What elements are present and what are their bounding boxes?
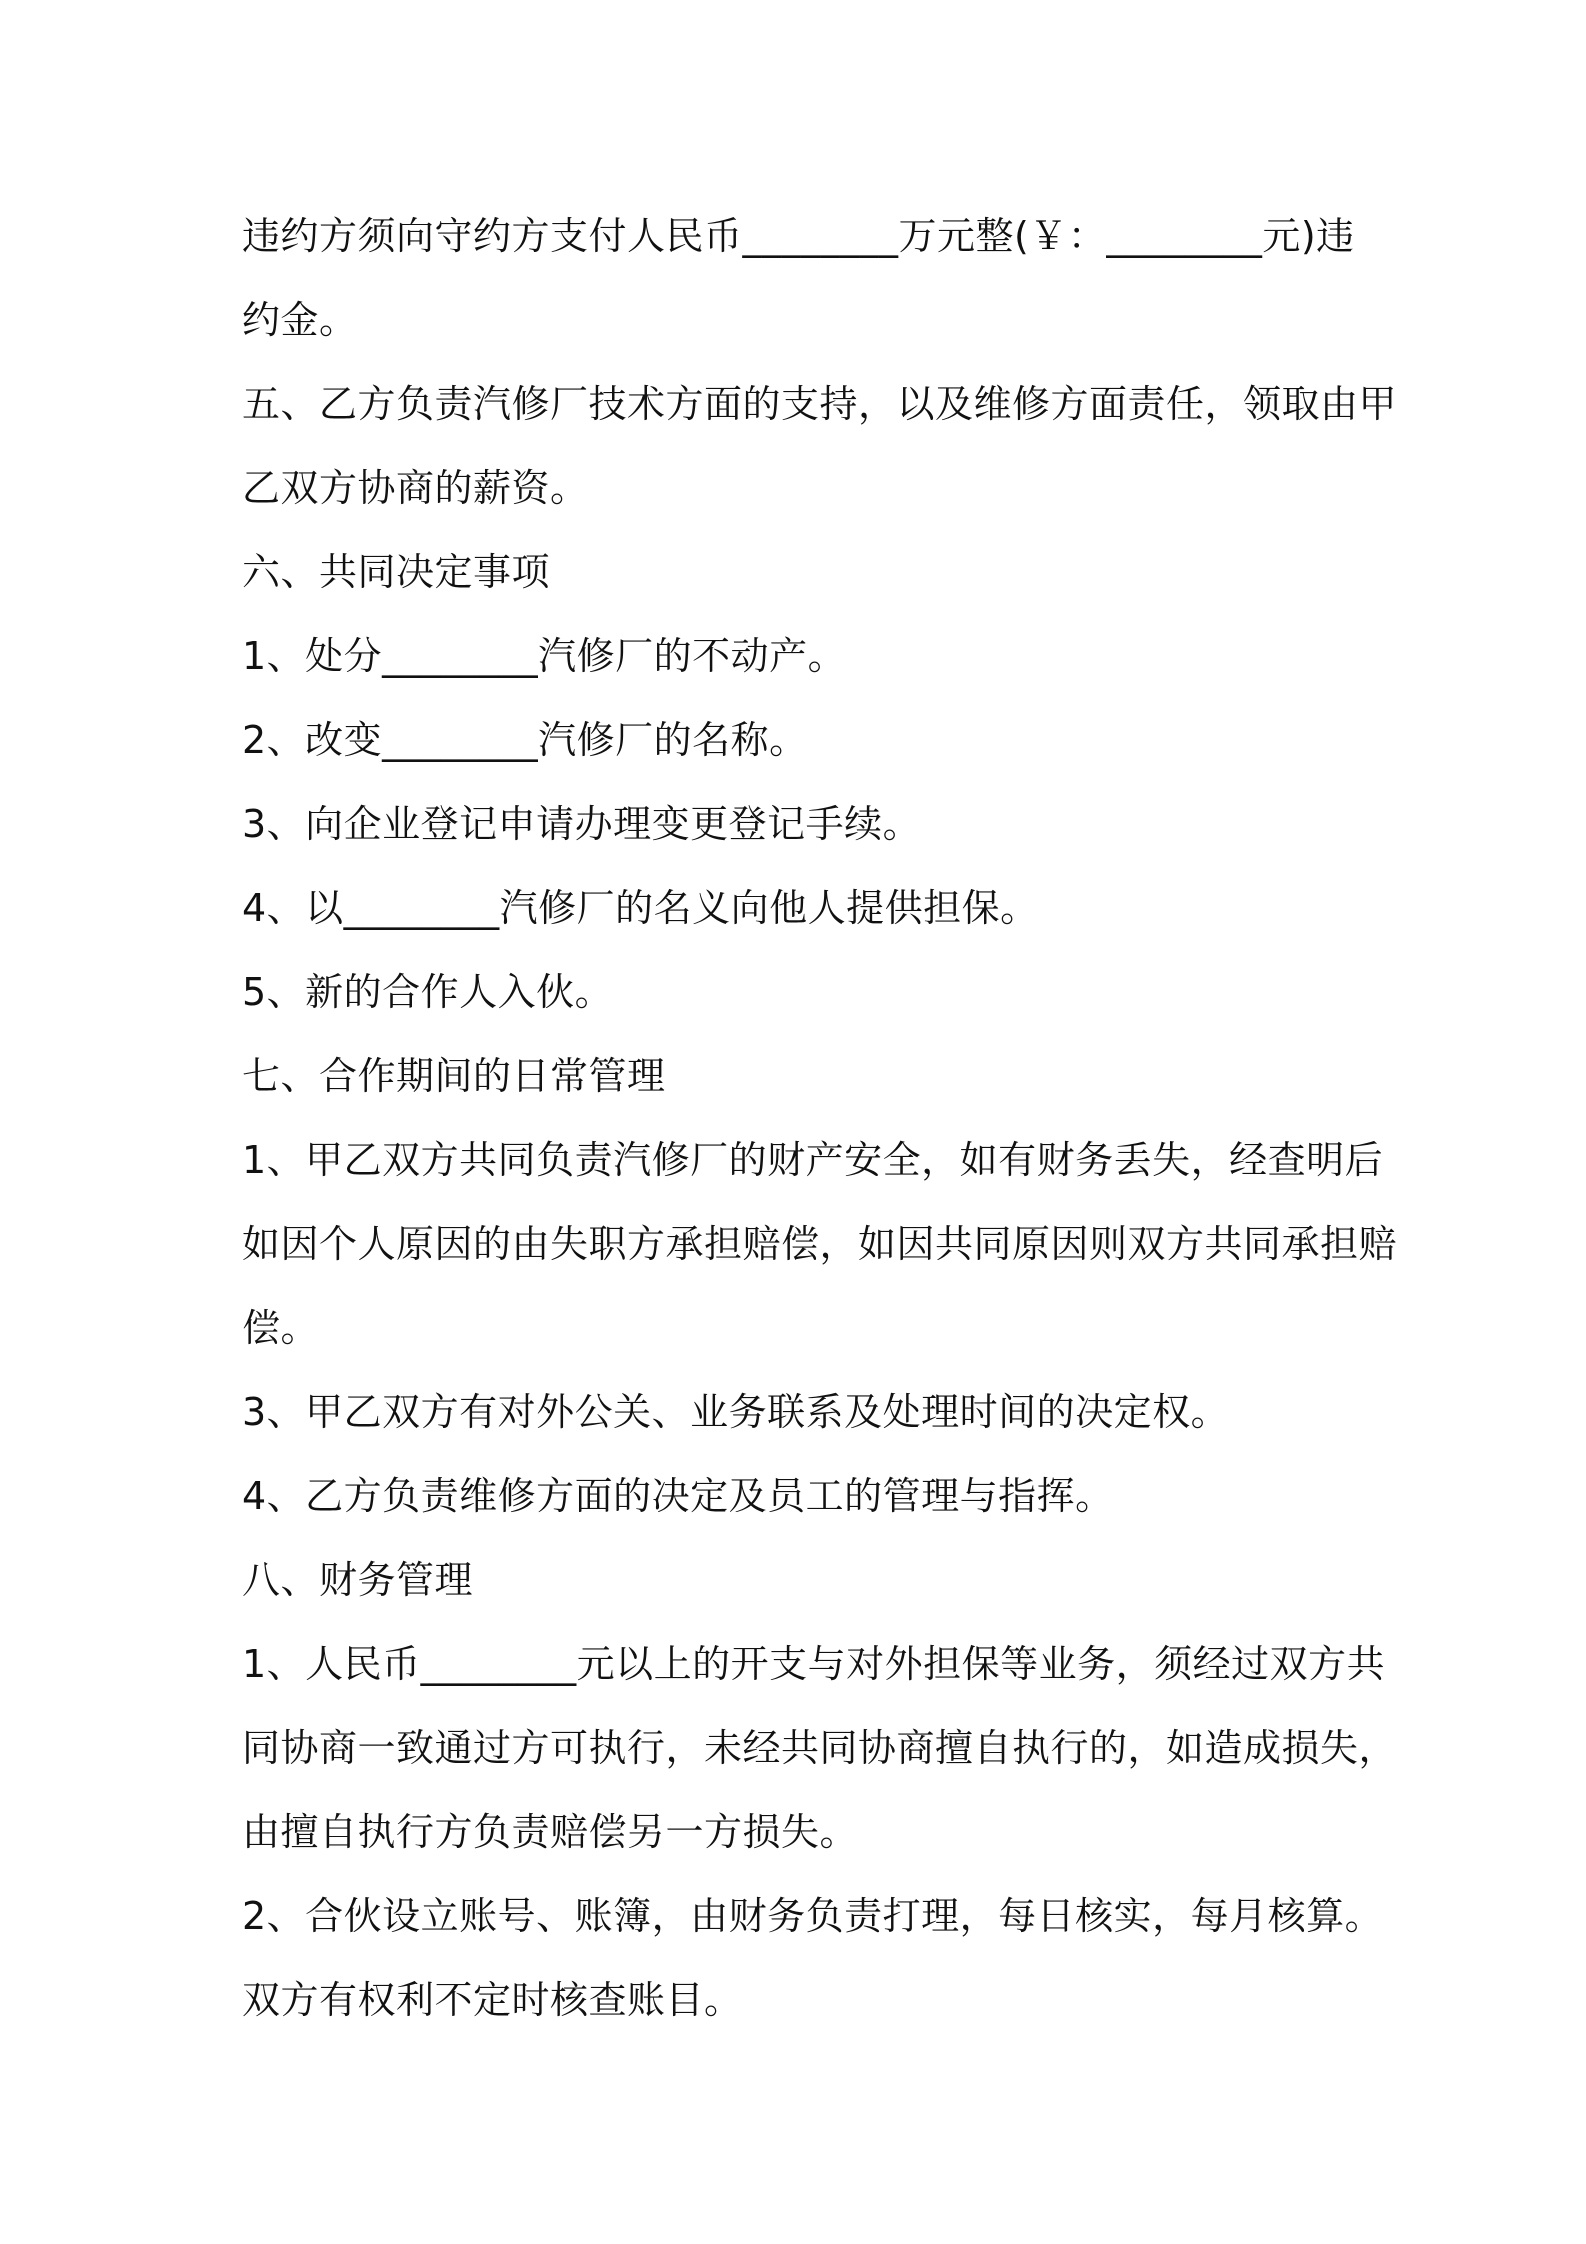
list-item-7-3: 3、甲乙双方有对外公关、业务联系及处理时间的决定权。 xyxy=(242,1390,1230,1434)
list-item-6-5: 5、新的合作人入伙。 xyxy=(242,970,614,1014)
list-item-7-1-line-3: 偿。 xyxy=(242,1306,320,1350)
section-heading-7: 七、合作期间的日常管理 xyxy=(242,1054,666,1098)
text-line-4: 乙双方协商的薪资。 xyxy=(242,466,589,510)
list-item-6-2: 2、改变________汽修厂的名称。 xyxy=(242,718,808,762)
list-item-8-1-line-3: 由擅自执行方负责赔偿另一方损失。 xyxy=(242,1810,859,1854)
list-item-6-3: 3、向企业登记申请办理变更登记手续。 xyxy=(242,802,922,846)
list-item-6-1: 1、处分________汽修厂的不动产。 xyxy=(242,634,847,678)
list-item-7-1-line-1: 1、甲乙双方共同负责汽修厂的财产安全，如有财务丢失，经查明后 xyxy=(242,1138,1384,1182)
list-item-8-2-line-1: 2、合伙设立账号、账簿，由财务负责打理，每日核实，每月核算。 xyxy=(242,1894,1384,1938)
list-item-8-1-line-1: 1、人民币________元以上的开支与对外担保等业务，须经过双方共 xyxy=(242,1642,1386,1686)
document-body xyxy=(242,194,1398,2042)
list-item-7-1-line-2: 如因个人原因的由失职方承担赔偿，如因共同原因则双方共同承担赔 xyxy=(242,1222,1398,1266)
text-line-2: 约金。 xyxy=(242,298,358,342)
list-item-8-2-line-2: 双方有权利不定时核查账目。 xyxy=(242,1978,743,2022)
text-line-1: 违约方须向守约方支付人民币________万元整(￥：________元)违 xyxy=(242,214,1355,258)
list-item-6-4: 4、以________汽修厂的名义向他人提供担保。 xyxy=(242,886,1039,930)
list-item-8-1-line-2: 同协商一致通过方可执行，未经共同协商擅自执行的，如造成损失， xyxy=(242,1726,1398,1770)
section-heading-6: 六、共同决定事项 xyxy=(242,550,551,594)
section-heading-8: 八、财务管理 xyxy=(242,1558,474,1602)
list-item-7-4: 4、乙方负责维修方面的决定及员工的管理与指挥。 xyxy=(242,1474,1114,1518)
text-line-3: 五、乙方负责汽修厂技术方面的支持，以及维修方面责任，领取由甲 xyxy=(242,382,1398,426)
